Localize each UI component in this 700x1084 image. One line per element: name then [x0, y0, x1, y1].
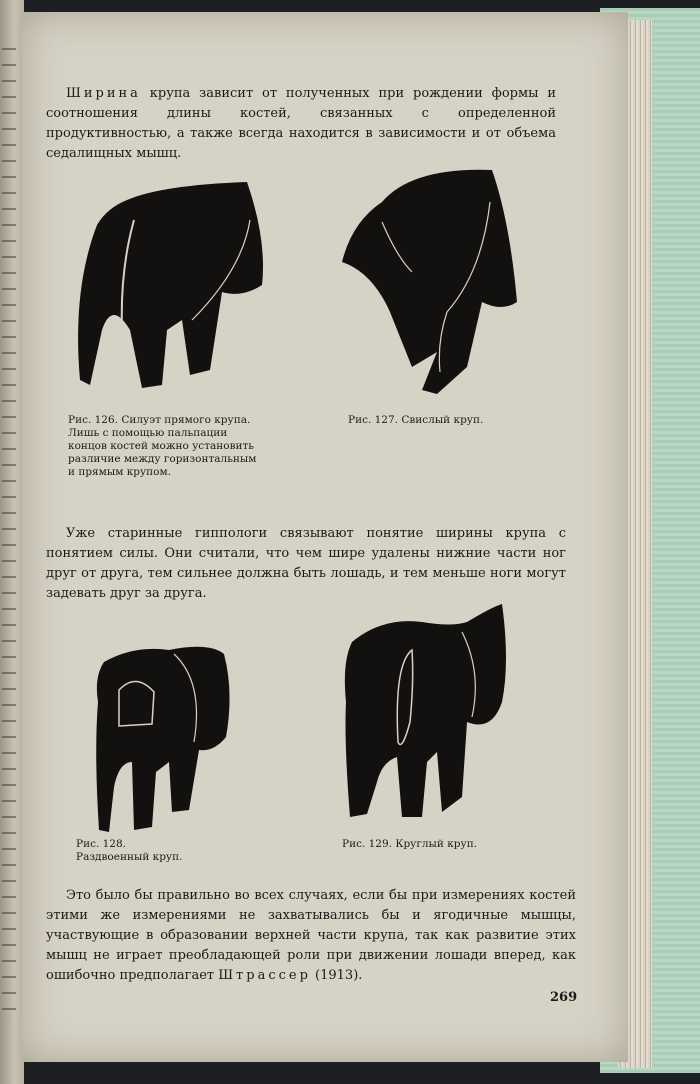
figure-127-caption: Рис. 127. Свислый круп. — [348, 414, 484, 426]
paragraph-1: Ширина крупа зависит от полученных при рождении формы и соотношения длины костей, связанных с определенной продуктивностью, а также всегда находится в зависимости и от объема седалищных мышц. — [46, 86, 556, 161]
figure-129-round-croup — [342, 602, 512, 837]
croup-silhouette-round — [342, 602, 512, 837]
figure-127-drooping-croup — [342, 162, 522, 397]
left-page-edge — [0, 0, 24, 1084]
figure-128-caption: Рис. 128. Раздвоенный круп. — [76, 838, 183, 863]
term-width: Ширина — [66, 86, 141, 101]
paragraph-2: Уже старинные гиппологи связывают понятие ширины крупа с понятием силы. Они считали, что чем шире удалены нижние части ног друг от друга, тем сильнее должна быть лошадь, и тем меньше ноги могут задевать друг за друга. — [46, 526, 566, 601]
croup-silhouette-drooping — [342, 162, 522, 397]
author-name: Штрассер — [218, 968, 311, 983]
book-page — [22, 12, 628, 1062]
croup-silhouette-straight — [72, 180, 272, 395]
figure-126-caption: Рис. 126. Силуэт прямого крупа. Лишь с помощью пальпации концов костей можно установить различие между горизонтальным и прямым крупом. — [68, 414, 257, 478]
figure-126-straight-croup — [72, 180, 272, 395]
figure-128-split-croup — [94, 642, 234, 837]
page-number: 269 — [550, 990, 578, 1005]
croup-silhouette-split — [94, 642, 234, 837]
paragraph-3: Это было бы правильно во всех случаях, если бы при измерениях костей этими же измерениями не захватывались бы и ягодичные мышцы, участвующие в образовании верхней части крупа, так как развитие этих мышц не играет преобладающей роли при движении лошади вперед, как ошибочно предполагает Штрассер (1913). — [46, 888, 576, 983]
figure-129-caption: Рис. 129. Круглый круп. — [342, 838, 478, 850]
